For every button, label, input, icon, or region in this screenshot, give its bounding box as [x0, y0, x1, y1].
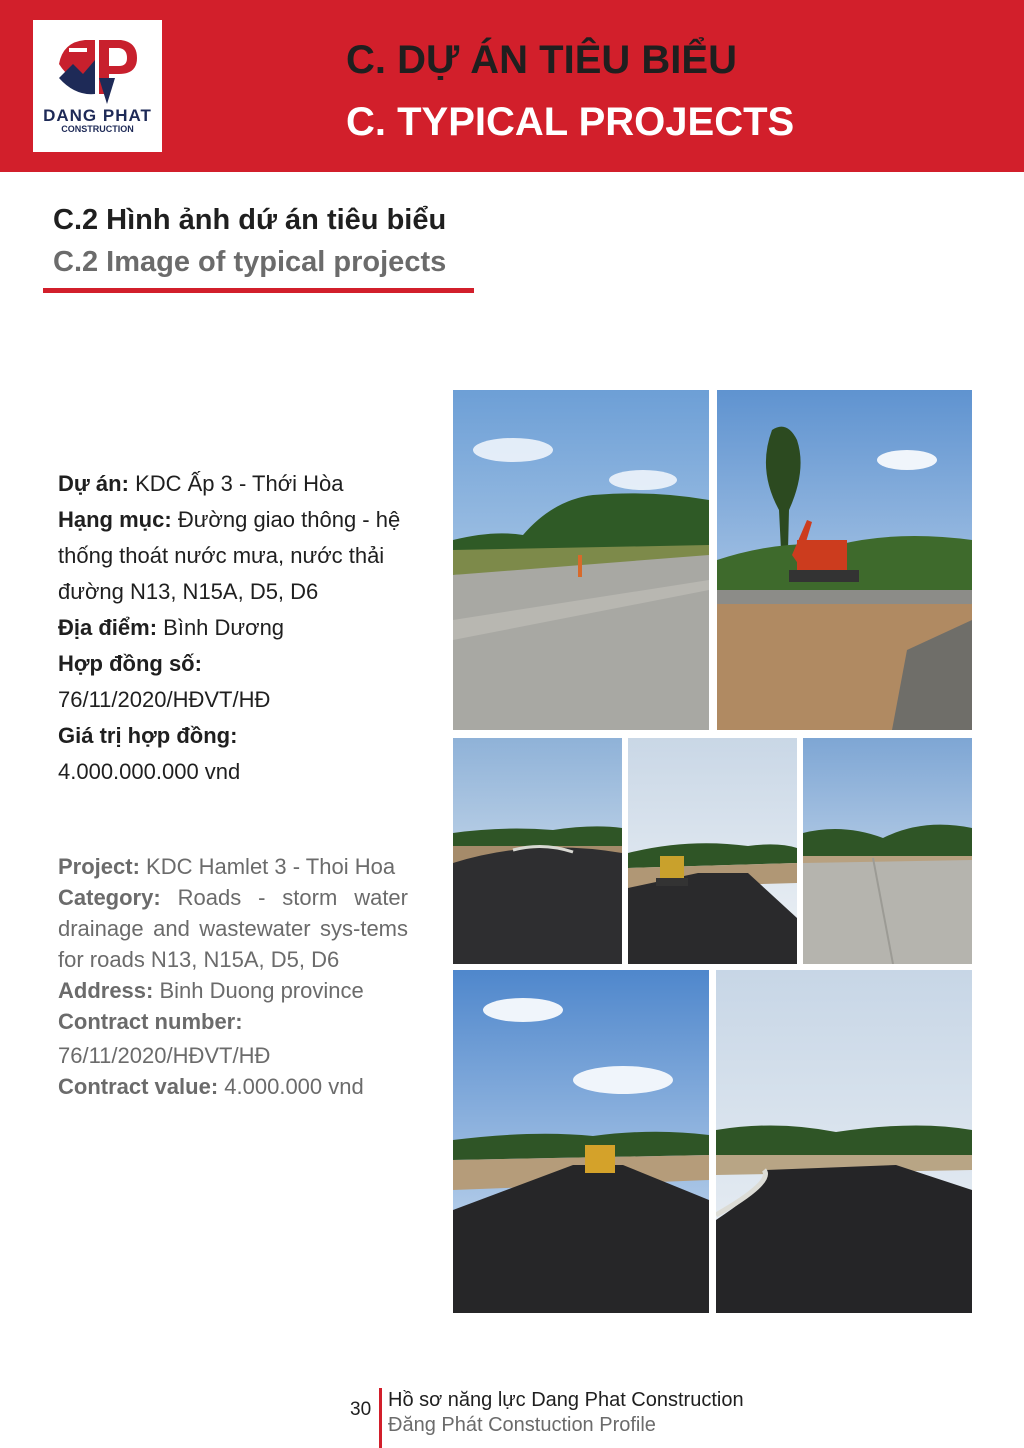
logo-subtitle: CONSTRUCTION [61, 124, 134, 134]
project-photo-1 [453, 390, 709, 730]
contract-value-label: Giá trị hợp đồng: [58, 723, 238, 748]
page-number: 30 [350, 1399, 372, 1420]
contract-number-value: 76/11/2020/HĐVT/HĐ [58, 687, 271, 712]
section-underline [43, 288, 474, 293]
location-row: Địa điểm: Bình Dương [58, 615, 285, 640]
header-bar [0, 0, 1024, 172]
footer-line-en: Đăng Phát Constuction Profile [388, 1414, 656, 1436]
footer-line-vi: Hồ sơ năng lực Dang Phat Construction [388, 1389, 744, 1411]
company-logo [33, 20, 162, 152]
page-title-vi: C. DỰ ÁN TIÊU BIỂU [346, 38, 737, 82]
project-photo-6 [453, 970, 709, 1313]
project-photo-3 [453, 738, 622, 964]
project-photo-5 [803, 738, 972, 964]
address-row: Address: Binh Duong province [58, 978, 364, 1003]
project-row: Dự án: KDC Ấp 3 - Thới Hòa [58, 471, 344, 496]
contract-value-row: Contract value: 4.000.000 vnd [58, 1074, 364, 1099]
contract-number-label: Hợp đồng số: [58, 651, 202, 676]
project-photo-2 [717, 390, 972, 730]
category-row: Category: Roads - storm water drainage and wastewater sys-tems for roads N13, N15A, D5, D6 [58, 885, 408, 972]
project-photo-4 [628, 738, 797, 964]
project-info-en [58, 851, 408, 1102]
section-title-vi: C.2 Hình ảnh dứ án tiêu biểu [53, 204, 447, 236]
section-title-en: C.2 Image of typical projects [53, 246, 447, 278]
contract-number-label: Contract number: [58, 1009, 243, 1034]
category-row: Hạng mục: Đường giao thông - hệ thống thoát nước mưa, nước thải đường N13, N15A, D5, D6 [58, 507, 401, 604]
logo-mark-icon [55, 34, 141, 106]
project-info-vi [58, 466, 410, 790]
contract-value-value: 4.000.000.000 vnd [58, 759, 241, 784]
logo-name: DANG PHAT [43, 106, 152, 125]
project-row: Project: KDC Hamlet 3 - Thoi Hoa [58, 854, 396, 879]
project-photo-7 [716, 970, 972, 1313]
page-title-en: C. TYPICAL PROJECTS [346, 100, 795, 144]
footer-divider [379, 1388, 382, 1448]
contract-number-value: 76/11/2020/HĐVT/HĐ [58, 1043, 271, 1068]
